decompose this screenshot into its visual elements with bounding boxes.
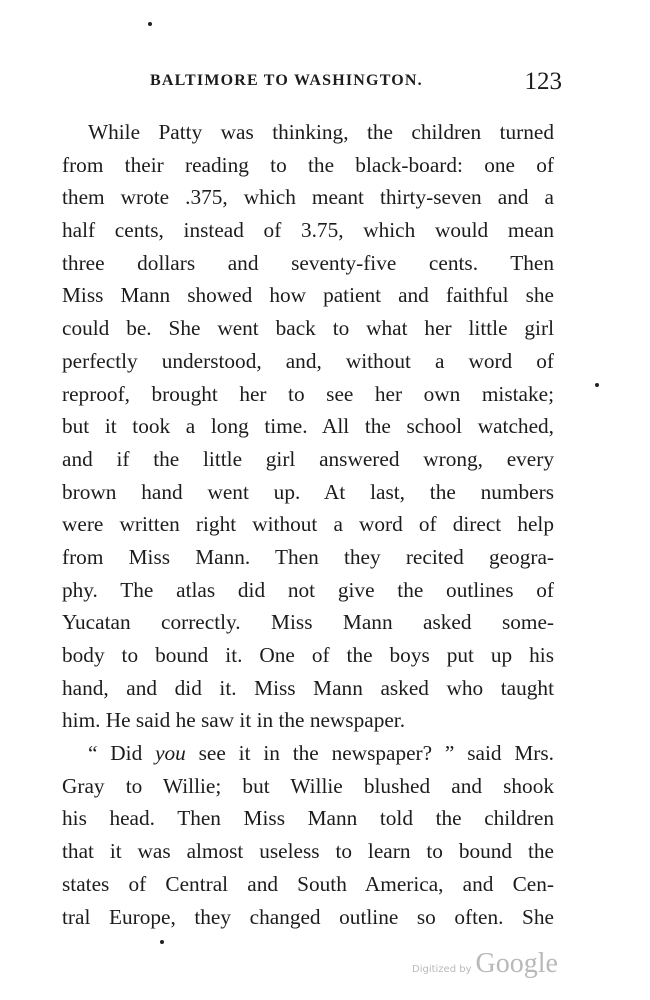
- text-line: states of Central and South America, and Cen-: [62, 871, 554, 896]
- page-speck: [595, 383, 599, 387]
- text-line: While Patty was thinking, the children turned: [88, 120, 554, 144]
- body-text: [62, 116, 554, 933]
- text-line: him. He said he saw it in the newspaper.: [62, 708, 406, 733]
- running-title: BALTIMORE TO WASHINGTON.: [150, 72, 423, 89]
- text-line: them wrote .375, which meant thirty-seven and a: [62, 185, 554, 210]
- text-line: Gray to Willie; but Willie blushed and shook: [62, 773, 554, 798]
- page-header: [150, 68, 562, 98]
- text-line: half cents, instead of 3.75, which would mean: [62, 218, 554, 243]
- text-line: tral Europe, they changed outline so often. She: [62, 904, 554, 929]
- text-line: could be. She went back to what her little girl: [62, 316, 554, 341]
- text-line: were written right without a word of direct help: [62, 512, 554, 537]
- text-line: phy. The atlas did not give the outlines of: [62, 577, 554, 602]
- text-line: his head. Then Miss Mann told the children: [62, 806, 554, 831]
- text-line: and if the little girl answered wrong, every: [62, 446, 554, 471]
- text-line: from their reading to the black-board: one of: [62, 152, 554, 177]
- text-line: brown hand went up. At last, the numbers: [62, 479, 554, 504]
- page-speck: [148, 22, 152, 26]
- watermark-prefix: Digitized by: [412, 964, 472, 975]
- text-line: perfectly understood, and, without a word of: [62, 348, 554, 373]
- page-speck: [160, 940, 164, 944]
- text-line: “ Did you see it in the newspaper? ” said Mrs.: [88, 741, 554, 766]
- text-line: three dollars and seventy-five cents. Then: [62, 250, 554, 275]
- text-line: but it took a long time. All the school watched,: [62, 414, 554, 439]
- page-number: 123: [524, 68, 562, 95]
- digitized-watermark: [412, 948, 558, 980]
- text-line: Miss Mann showed how patient and faithful she: [62, 283, 554, 308]
- text-line: reproof, brought her to see her own mistake;: [62, 381, 554, 406]
- text-line: from Miss Mann. Then they recited geogra-: [62, 544, 554, 569]
- text-line: body to bound it. One of the boys put up his: [62, 643, 554, 667]
- text-line: hand, and did it. Miss Mann asked who taught: [62, 675, 554, 700]
- text-line: Yucatan correctly. Miss Mann asked some-: [62, 610, 554, 635]
- google-logo: Google: [475, 948, 558, 979]
- text-line: that it was almost useless to learn to bound the: [62, 839, 554, 864]
